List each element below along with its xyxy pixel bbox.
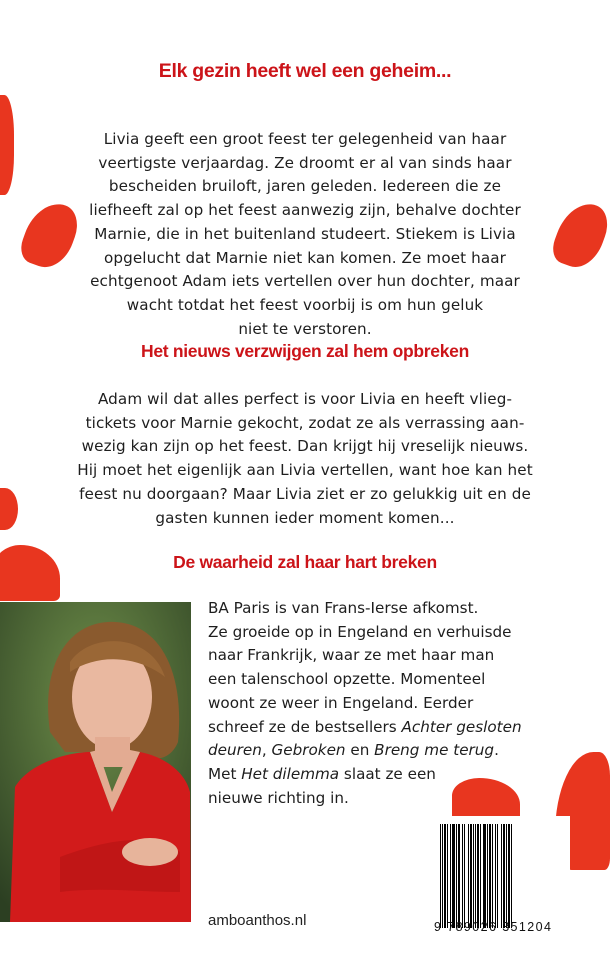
text-line: Marnie, die in het buitenland studeert. Stiekem is Livia: [94, 224, 516, 243]
heading-news: Het nieuws verzwijgen zal hem opbreken: [141, 341, 469, 361]
text-line: Adam wil dat alles perfect is voor Livia en heeft vlieg-: [97, 390, 513, 408]
text-line: gasten kunnen ieder moment komen...: [155, 508, 455, 527]
bio-line: [208, 763, 522, 787]
text-line: veertigste verjaardag. Ze droomt er al van sinds haar: [98, 153, 512, 172]
book-title: Gebroken: [271, 741, 346, 760]
author-portrait-illustration: [0, 602, 191, 922]
bio-text: .: [494, 741, 499, 760]
bio-text: Met: [208, 764, 242, 783]
text-line: feest nu doorgaan? Maar Livia ziet er zo gelukkig uit en de: [79, 484, 531, 503]
bio-line: Ze groeide op in Engeland en verhuisde: [208, 622, 512, 641]
heading-secret: Elk gezin heeft wel een geheim...: [158, 60, 452, 82]
paragraph-livia: [60, 128, 550, 341]
bio-line: nieuwe richting in.: [208, 788, 349, 807]
isbn-number: 9 789026 351204: [434, 920, 553, 934]
barcode: [428, 816, 570, 948]
text-line: tickets voor Marnie gekocht, zodat ze als verrassing aan-: [85, 413, 525, 432]
petal-right: [548, 196, 610, 274]
bio-text: en: [345, 741, 375, 760]
bio-line: BA Paris is van Frans-Ierse afkomst.: [208, 599, 479, 617]
heading-truth: De waarheid zal haar hart breken: [173, 552, 437, 572]
text-line: liefheeft zal op het feest aanwezig zijn, behalve dochter: [89, 201, 521, 220]
book-title: Breng me terug: [374, 741, 495, 760]
bio-text: schreef ze de bestsellers: [208, 717, 402, 736]
text-line: bescheiden bruiloft, jaren geleden. Iedereen die ze: [108, 177, 502, 196]
book-title: Het dilemma: [241, 764, 340, 783]
text-line: Hij moet het eigenlijk aan Livia vertellen, want hoe kan het: [77, 461, 533, 480]
barcode-bars: [440, 824, 552, 928]
bio-text: slaat ze een: [339, 764, 436, 783]
publisher-website: amboanthos.nl: [208, 912, 307, 929]
petal-top-left: [0, 95, 14, 195]
bio-line: [208, 739, 522, 763]
petal-mid-left: [0, 488, 18, 530]
paragraph-adam: [40, 388, 570, 530]
author-photo: [0, 602, 191, 922]
text-line: Livia geeft een groot feest ter gelegenheid van haar: [103, 130, 507, 148]
bio-line: woont ze weer in Engeland. Eerder: [208, 693, 474, 712]
bio-line: een talenschool opzette. Momenteel: [208, 670, 486, 689]
text-line: wacht totdat het feest voorbij is om hun geluk: [126, 295, 484, 314]
author-bio: [208, 597, 522, 810]
bio-line: naar Frankrijk, waar ze met haar man: [208, 646, 495, 665]
text-line: niet te verstoren.: [238, 319, 372, 338]
text-line: wezig kan zijn op het feest. Dan krijgt hij vreselijk nieuws.: [81, 437, 529, 456]
book-title: Achter gesloten: [401, 717, 522, 736]
barcode-bar: [512, 824, 513, 928]
bio-line: [208, 716, 522, 740]
bio-text: ,: [261, 741, 272, 760]
text-line: echtgenoot Adam iets vertellen over hun dochter, maar: [90, 272, 520, 291]
book-title: deuren: [208, 741, 262, 760]
text-line: opgelucht dat Marnie niet kan komen. Ze moet haar: [103, 248, 507, 267]
